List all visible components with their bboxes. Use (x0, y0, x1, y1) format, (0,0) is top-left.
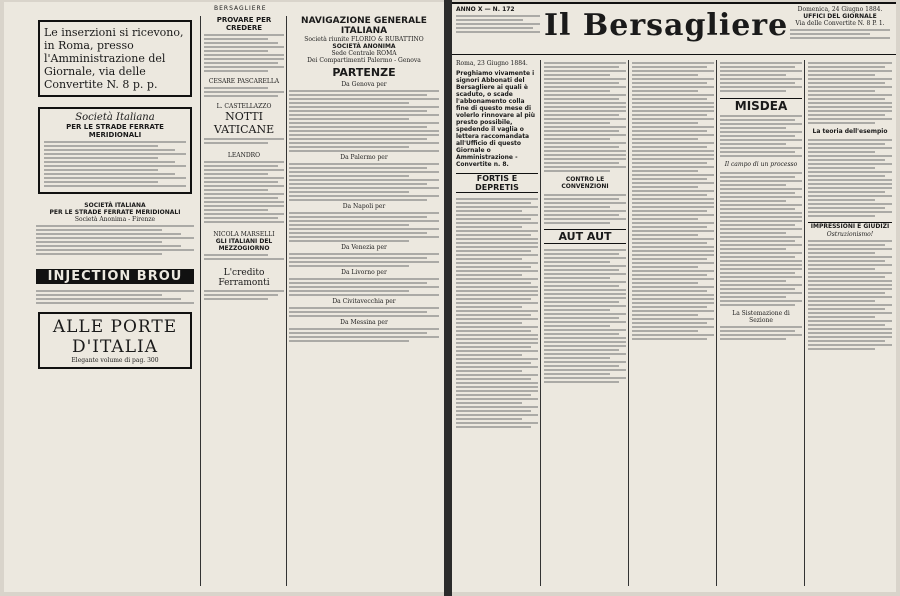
ad-strade-ferrate: Società Italiana PER LE STRADE FERRATE MERIDIONALI (38, 107, 192, 194)
right-col-5: La teoria dell'esempio IMPRESSIONI E GIUDIZI Ostruzionismo! (808, 60, 892, 586)
right-col-2: CONTRO LE CONVENZIONI AUT AUT (544, 60, 626, 586)
ad-strade-ferrate-2: SOCIETÀ ITALIANA PER LE STRADE FERRATE MERIDIONALI Società Anonima - Firenze (36, 202, 194, 255)
navigazione-column: NAVIGAZIONE GENERALE ITALIANA Società riunite FLORIO & RUBATTINO SOCIETÀ ANONIMA Sede Centrale ROMA Dei Compartimenti Palermo - Genova PARTENZE Da Genova per Da Palermo per Da Napoli per Da Venezia per Da Livorno per Da Civitavecchia per Da Messina per (289, 16, 439, 586)
masthead-title: Il Bersagliere (544, 8, 789, 43)
ad-injection-brou: INJECTION BROU (36, 269, 194, 284)
left-ads-column (36, 16, 194, 586)
masthead-left-box: ANNO X — N. 172 (456, 6, 540, 35)
page-gutter (444, 0, 452, 596)
ad-porte-italia: ALLE PORTE D'ITALIA Elegante volume di pag. 300 (38, 312, 192, 369)
left-page (4, 2, 444, 592)
ad-inserzioni: Le inserzioni si ricevono, in Roma, presso l'Amministrazione del Giornale, via delle Convertite N. 8 p. p. (38, 20, 192, 97)
left-mid-column: PROVARE PER CREDERE CESARE PASCARELLA L. CASTELLAZZO NOTTI VATICANE LEANDRO NICOLA MARSELLI GLI ITALIANI DEL MEZZOGIORNO L'credito Ferramonti (204, 16, 284, 586)
running-head: BERSAGLIERE (214, 5, 267, 12)
masthead-right-box: Domenica, 24 Giugno 1884. UFFICI DEL GIORNALE Via delle Convertite N. 8 P. 1. (790, 6, 890, 41)
right-col-1: Roma, 23 Giugno 1884. Preghiamo vivamente i signori Abbonati del Bersagliere ai quali è scaduto, o scade l'abbonamento colla fine di questo mese di volerlo rinnovare al più presto possibile, spedendo il vaglia o lettera raccomandata all'Ufficio di questo Giornale o Amministrazione - Convertite n. 8. FORTIS E DEPRETIS (456, 60, 538, 586)
right-col-4: MISDEA Il campo di un processo La Sistemazione di Sezione (720, 60, 802, 586)
right-col-3 (632, 60, 714, 586)
right-page (452, 2, 896, 592)
